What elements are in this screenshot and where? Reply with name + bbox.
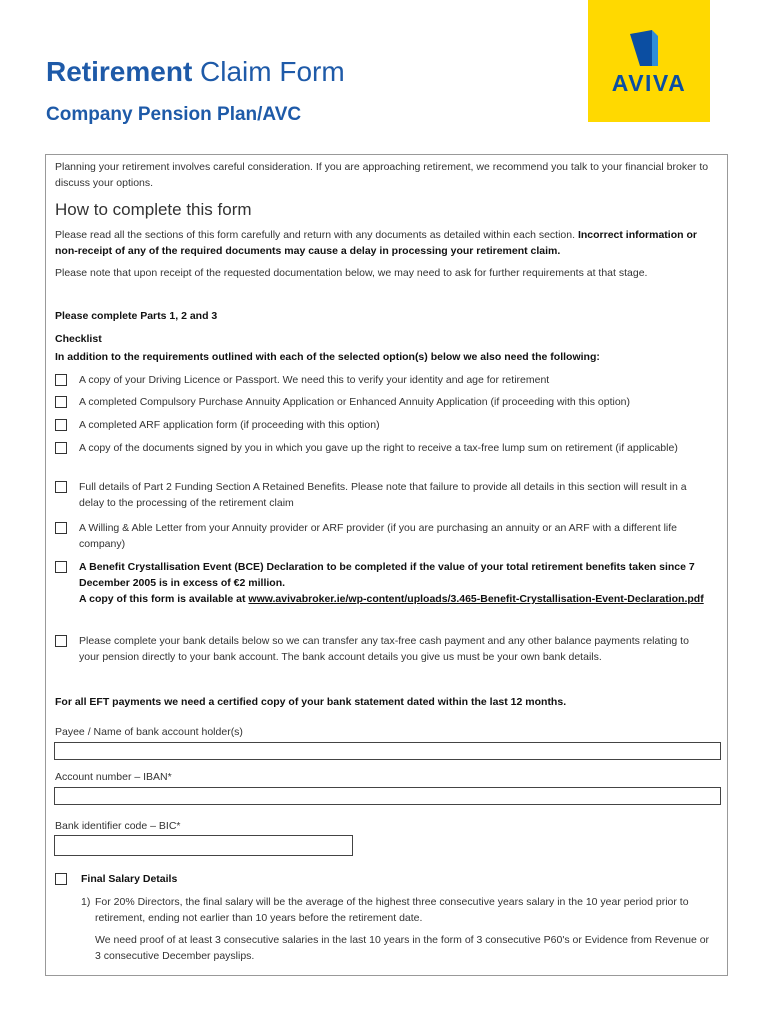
- checklist-intro: In addition to the requirements outlined with each of the selected option(s) below we also need the following:: [55, 351, 600, 363]
- checklist-item: A completed ARF application form (if proceeding with this option): [79, 419, 380, 431]
- final-salary-title: Final Salary Details: [81, 873, 178, 885]
- eft-note: For all EFT payments we need a certified copy of your bank statement dated within the last 12 months.: [55, 696, 567, 708]
- iban-input[interactable]: [54, 787, 721, 805]
- payee-name-input[interactable]: [54, 742, 721, 760]
- checklist-item: A copy of your Driving Licence or Passport. We need this to verify your identity and age for retirement: [79, 374, 550, 386]
- page-subtitle: Company Pension Plan/AVC: [46, 104, 302, 125]
- checklist-checkbox-lump-sum-docs[interactable]: [55, 442, 67, 454]
- intro-text: Planning your retirement involves careful consideration. If you are approaching retirement, we recommend you talk to your financial broker to discuss your options.: [55, 161, 709, 189]
- checklist-checkbox-arf-app[interactable]: [55, 419, 67, 431]
- bce-item: A Benefit Crystallisation Event (BCE) Declaration to be completed if the value of your total retirement benefits taken since 7 December 2005 is in excess of €2 million. A copy of this form is available at www.avivabroker.ie/wp-content/uploads/3.465-Benefit-Crystallisation-Event-Declaration.pdf: [79, 561, 704, 605]
- note-paragraph: Please note that upon receipt of the requested documentation below, we may need to ask for further requirements at that stage.: [55, 267, 648, 279]
- checklist-checkbox-id[interactable]: [55, 374, 67, 386]
- aviva-emblem-icon: [630, 30, 668, 66]
- checklist-checkbox-willing-able[interactable]: [55, 522, 67, 534]
- checklist-checkbox-part2-details[interactable]: [55, 481, 67, 493]
- checklist-checkbox-bank-details[interactable]: [55, 635, 67, 647]
- checklist-item: A copy of the documents signed by you in which you gave up the right to receive a tax-free lump sum on retirement (if applicable): [79, 442, 678, 454]
- payee-label: Payee / Name of bank account holder(s): [55, 726, 243, 738]
- final-salary-item: For 20% Directors, the final salary will be the average of the highest three consecutive years salary in the 10 year period prior to retirement, ending not earlier than 10 years before the retirement date.: [95, 896, 689, 924]
- section-heading: How to complete this form: [55, 200, 252, 219]
- bce-form-link[interactable]: www.avivabroker.ie/wp-content/uploads/3.465-Benefit-Crystallisation-Event-Declaration.pdf: [248, 593, 704, 605]
- final-salary-item-number: 1): [81, 896, 91, 908]
- iban-label: Account number – IBAN*: [55, 771, 172, 783]
- final-salary-checkbox[interactable]: [55, 873, 67, 885]
- checklist-checkbox-annuity-app[interactable]: [55, 396, 67, 408]
- final-salary-note: We need proof of at least 3 consecutive salaries in the last 10 years in the form of 3 consecutive P60's or Evidence from Revenue or 3 consecutive December payslips.: [95, 934, 710, 962]
- instructions-paragraph: Please read all the sections of this form carefully and return with any documents as detailed within each section. Incorrect information or non-receipt of any of the required documents may cause a delay in processing your retirement claim.: [55, 229, 697, 257]
- checklist-checkbox-bce[interactable]: [55, 561, 67, 573]
- form-panel: [45, 154, 728, 976]
- checklist-title: Checklist: [55, 333, 102, 345]
- page-title: Retirement Claim Form: [46, 56, 345, 87]
- checklist-item: Full details of Part 2 Funding Section A Retained Benefits. Please note that failure to provide all details in this section will result in a delay to the processing of the retirement claim: [79, 481, 687, 509]
- checklist-item: A Willing & Able Letter from your Annuity provider or ARF provider (if you are purchasing an annuity or an ARF with a different life company): [79, 522, 678, 550]
- bic-label: Bank identifier code – BIC*: [55, 820, 181, 832]
- checklist-item: Please complete your bank details below so we can transfer any tax-free cash payment and any other balance payments relating to your pension directly to your bank account. The bank account details you give us must be your own bank details.: [79, 635, 689, 663]
- aviva-logo: [588, 0, 710, 122]
- checklist-item: A completed Compulsory Purchase Annuity Application or Enhanced Annuity Application (if proceeding with this option): [79, 396, 630, 408]
- bic-input[interactable]: [54, 835, 353, 856]
- aviva-wordmark: AVIVA: [611, 70, 687, 96]
- parts-note: Please complete Parts 1, 2 and 3: [55, 310, 218, 322]
